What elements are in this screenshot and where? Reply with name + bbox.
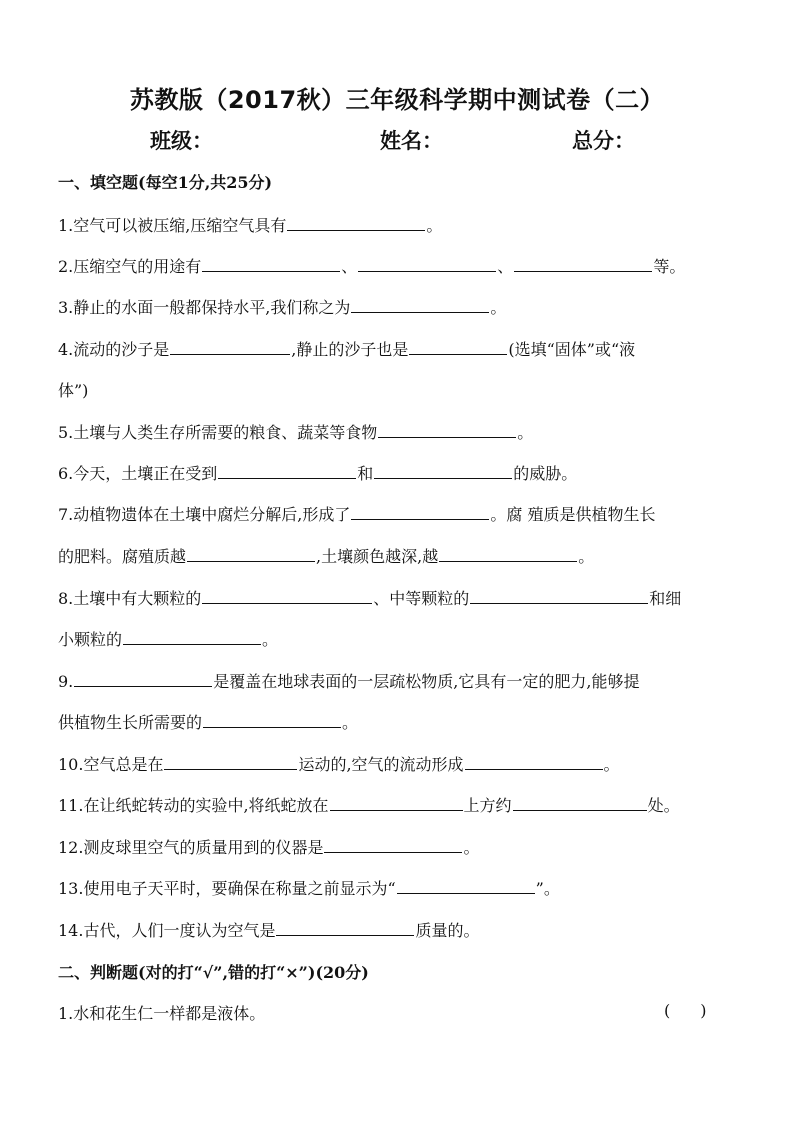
score-label: 总分： [572,129,635,153]
answer-blank[interactable] [202,588,372,604]
question-5: 5.土壤与人类生存所需要的粮食、蔬菜等食物 。 [58,423,534,442]
question-6: 6.今天，土壤正在受到 和 的威胁。 [58,464,578,483]
answer-blank[interactable] [202,256,340,272]
answer-blank[interactable] [324,837,462,853]
answer-parentheses[interactable]: ( ) [664,1001,707,1020]
tf-question-1: 1.水和花生仁一样都是液体。 [58,1004,266,1023]
question-10: 10.空气总是在 运动的,空气的流动形成 。 [58,755,620,774]
answer-blank[interactable] [351,297,489,313]
question-11: 11.在让纸蛇转动的实验中,将纸蛇放在 上方约 处。 [58,796,680,815]
answer-blank[interactable] [397,878,535,894]
answer-blank[interactable] [276,920,414,936]
question-14: 14.古代，人们一度认为空气是 质量的。 [58,921,480,940]
class-label: 班级： [150,129,213,153]
question-7-continued: 的肥料。腐殖质越 ,土壤颜色越深,越 。 [58,547,595,566]
answer-blank[interactable] [164,754,297,770]
answer-blank[interactable] [409,339,507,355]
question-9-continued: 供植物生长所需要的 。 [58,713,359,732]
question-8-continued: 小颗粒的 。 [58,630,279,649]
answer-blank[interactable] [470,588,648,604]
answer-blank[interactable] [123,629,261,645]
question-3: 3.静止的水面一般都保持水平,我们称之为 。 [58,298,507,317]
answer-blank[interactable] [514,256,652,272]
answer-blank[interactable] [351,504,489,520]
answer-blank[interactable] [218,463,356,479]
section-heading-fill-blank: 一、填空题(每空1分,共25分) [58,173,273,192]
answer-blank[interactable] [378,422,516,438]
answer-blank[interactable] [358,256,496,272]
name-label: 姓名： [380,129,443,153]
answer-blank[interactable] [170,339,290,355]
question-13: 13.使用电子天平时，要确保在称量之前显示为“ ”。 [58,879,560,898]
answer-blank[interactable] [465,754,603,770]
answer-blank[interactable] [439,546,577,562]
question-2: 2.压缩空气的用途有 、 、 等。 [58,257,686,276]
question-7: 7.动植物遗体在土壤中腐烂分解后,形成了 。腐 殖质是供植物生长 [58,505,656,524]
page-title: 苏教版（2017秋）三年级科学期中测试卷（二） [129,86,665,114]
section-heading-true-false: 二、判断题(对的打“√”,错的打“×”)(20分) [58,963,369,982]
answer-blank[interactable] [330,795,463,811]
question-1: 1.空气可以被压缩,压缩空气具有 。 [58,216,443,235]
answer-blank[interactable] [287,215,425,231]
answer-blank[interactable] [513,795,647,811]
question-9: 9. 是覆盖在地球表面的一层疏松物质,它具有一定的肥力,能够提 [58,672,640,691]
answer-blank[interactable] [187,546,315,562]
question-12: 12.测皮球里空气的质量用到的仪器是 。 [58,838,480,857]
answer-blank[interactable] [74,671,212,687]
answer-blank[interactable] [374,463,512,479]
answer-blank[interactable] [203,712,341,728]
question-8: 8.土壤中有大颗粒的 、中等颗粒的 和细 [58,589,682,608]
question-4: 4.流动的沙子是 ,静止的沙子也是 (选填“固体”或“液 [58,340,636,359]
question-4-continued: 体”) [58,381,89,400]
